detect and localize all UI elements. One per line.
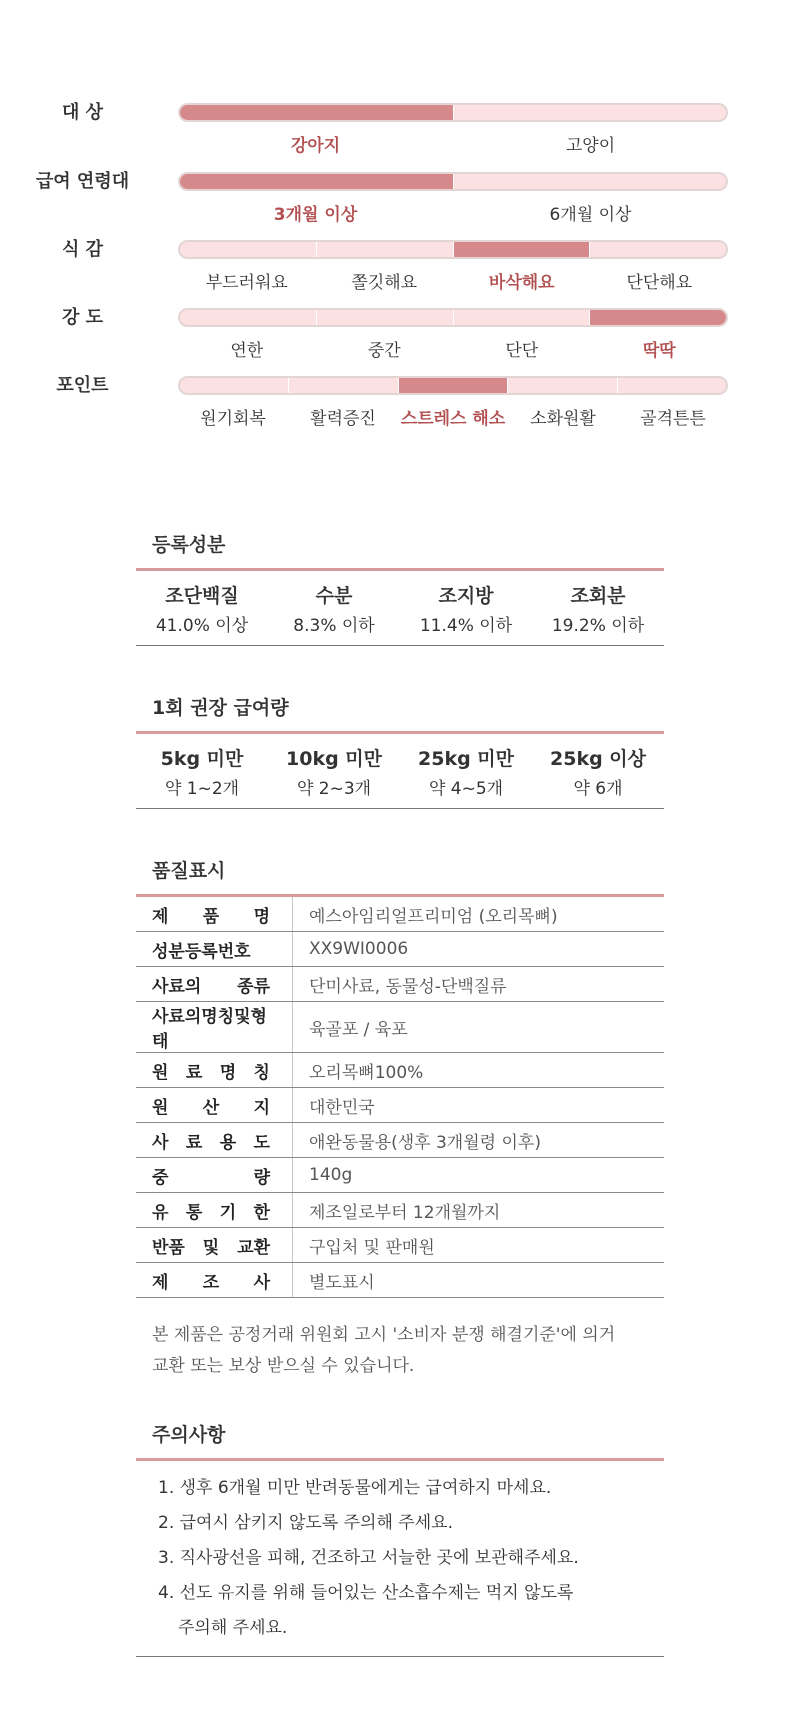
scale-segment [317,310,454,325]
quality-key [136,1158,293,1193]
quality-row [136,1193,664,1228]
attribute-option-selected: 강아지 [290,136,341,156]
ingredients-section [136,530,664,646]
attribute-label: 강 도 [61,307,104,328]
attribute-scale-bar [178,308,728,327]
attribute-option: 쫄깃해요 [351,273,418,293]
feeding-col [136,734,268,808]
ingredient-value: 11.4% 이하 [419,616,513,636]
quality-table [136,897,664,1298]
attribute-label: 대 상 [61,102,104,123]
scale-segment [454,174,727,189]
quality-row [136,932,664,967]
scale-segment-selected [590,310,726,325]
attribute-option: 원기회복 [200,409,266,429]
quality-row [136,1053,664,1088]
quality-key-part: 명 [253,906,270,927]
quality-row [136,1228,664,1263]
caution-item: 1. 생후 6개월 미만 반려동물에게는 급여하지 마세요. [158,1478,552,1498]
attribute-label: 급여 연령대 [35,171,130,192]
quality-key-part: 원 [152,1097,169,1118]
attribute-scale-bar [178,240,728,259]
ingredient-value: 19.2% 이하 [551,616,645,636]
scale-segment-selected [454,242,591,257]
cautions-section [136,1420,664,1657]
ingredients-title: 등록성분 [136,530,664,571]
quality-key-part: 사료의명칭및형태 [152,1007,267,1052]
quality-key-part: 한 [253,1202,270,1223]
quality-value: 구입처 및 판매원 [293,1228,665,1263]
ingredient-value: 41.0% 이상 [155,616,249,636]
quality-row [136,1263,664,1298]
attribute-option-selected: 3개월 이상 [273,205,358,225]
quality-key [136,1228,293,1263]
attribute-options [178,336,728,361]
quality-key [136,1193,293,1228]
feeding-section [136,693,664,809]
feeding-col [532,734,664,808]
quality-row [136,1158,664,1193]
cautions-list [136,1461,664,1657]
quality-key [136,1263,293,1298]
exchange-notice [152,1320,672,1382]
quality-key-part: 유 [152,1202,169,1223]
attribute-scale-bar [178,376,728,395]
quality-key-part: 칭 [253,1062,270,1083]
attribute-option-selected: 딱딱 [642,341,676,361]
scale-segment [317,242,454,257]
feeding-col [400,734,532,808]
quality-key [136,897,293,932]
quality-key-part: 료 [185,1062,203,1083]
quality-value: 오리목뼈100% [293,1053,665,1088]
quality-row [136,1123,664,1158]
ingredient-name: 수분 [315,585,353,607]
caution-item: 2. 급여시 삼키지 않도록 주의해 주세요. [158,1513,453,1533]
ingredient-name: 조회분 [570,585,626,607]
quality-row [136,897,664,932]
quality-title: 품질표시 [136,856,664,897]
attribute-option-selected: 스트레스 해소 [400,409,506,429]
attribute-scale-bar [178,103,728,122]
quality-key [136,1053,293,1088]
caution-item: 4. 선도 유지를 위해 들어있는 산소흡수제는 먹지 않도록 [158,1583,574,1603]
quality-key-part: 기 [219,1202,237,1223]
quality-key-part: 반품 [152,1237,185,1258]
attribute-option: 중간 [367,341,401,361]
quality-value: 대한민국 [293,1088,665,1123]
ingredient-col [400,571,532,645]
quality-section [136,856,664,1298]
attribute-label: 포인트 [56,375,109,396]
quality-key-part: 중 [152,1167,169,1188]
feeding-grid [136,734,664,809]
weight-class: 25kg 미만 [418,748,514,770]
attribute-option: 소화원활 [530,409,596,429]
ingredient-col [136,571,268,645]
attribute-option: 활력증진 [310,409,376,429]
quality-key-part: 료 [185,1132,203,1153]
quality-key-part: 품 [202,906,220,927]
ingredients-grid [136,571,664,646]
quality-key [136,967,293,1002]
notice-line: 본 제품은 공정거래 위원회 고시 '소비자 분쟁 해결기준'에 의거 [152,1325,616,1345]
quality-key-part: 사 [253,1272,270,1293]
quality-key-part: 지 [253,1097,270,1118]
ingredient-col [532,571,664,645]
ingredient-name: 조지방 [438,585,494,607]
quality-key-part: 원 [152,1062,169,1083]
quality-value: XX9WI0006 [293,932,665,967]
quality-key [136,1123,293,1158]
notice-line: 교환 또는 보상 받으실 수 있습니다. [152,1356,415,1376]
weight-class: 5kg 미만 [160,748,244,770]
quality-key-part: 사료의 [152,976,202,997]
quality-key-part: 및 [202,1237,220,1258]
cautions-title: 주의사항 [136,1420,664,1461]
quality-value: 별도표시 [293,1263,665,1298]
quality-key-part: 제 [152,906,169,927]
quality-key-part: 제 [152,1272,169,1293]
quality-key-part: 사 [152,1132,169,1153]
quality-key-part: 성분등록번호 [152,941,251,962]
quality-key-part: 교환 [237,1237,270,1258]
attribute-option: 골격튼튼 [640,409,706,429]
attribute-option: 연한 [230,341,264,361]
quality-value: 육골포 / 육포 [293,1002,665,1053]
ingredient-col [268,571,400,645]
attribute-option: 단단 [505,341,539,361]
feeding-amount: 약 4~5개 [428,779,504,799]
quality-key-part: 산 [202,1097,220,1118]
scale-segment-selected [399,378,508,393]
scale-segment [180,242,317,257]
attribute-option: 부드러워요 [205,273,288,293]
quality-key-part: 조 [202,1272,220,1293]
attribute-option: 고양이 [565,136,616,156]
quality-value: 제조일로부터 12개월까지 [293,1193,665,1228]
scale-segment [618,378,726,393]
scale-segment-selected [180,105,454,120]
scale-segment [289,378,398,393]
quality-key [136,1002,293,1053]
quality-key [136,1088,293,1123]
quality-key-part: 종류 [237,976,270,997]
feeding-amount: 약 6개 [573,779,623,799]
quality-value: 애완동물용(생후 3개월령 이후) [293,1123,665,1158]
feeding-amount: 약 2~3개 [296,779,372,799]
attribute-option-selected: 바삭해요 [488,273,555,293]
attribute-options [178,404,728,429]
scale-segment [180,310,317,325]
scale-segment [180,378,289,393]
scale-segment [590,242,726,257]
quality-key-part: 도 [253,1132,270,1153]
feeding-title: 1회 권장 급여량 [136,693,664,734]
feeding-amount: 약 1~2개 [164,779,240,799]
weight-class: 10kg 미만 [286,748,382,770]
quality-value: 예스아임리얼프리미엄 (오리목뼈) [293,897,665,932]
quality-key-part: 명 [219,1062,237,1083]
attribute-option: 단단해요 [626,273,693,293]
scale-segment [454,310,591,325]
quality-key-part: 용 [219,1132,237,1153]
attribute-label: 식 감 [61,239,104,260]
quality-key [136,932,293,967]
scale-segment [508,378,617,393]
caution-item-continuation: 주의해 주세요. [178,1618,288,1638]
quality-row [136,1002,664,1053]
weight-class: 25kg 이상 [550,748,646,770]
attribute-options [178,268,728,293]
quality-value: 140g [293,1158,665,1193]
quality-value: 단미사료, 동물성-단백질류 [293,967,665,1002]
attribute-option: 6개월 이상 [549,205,632,225]
attribute-options [178,131,728,156]
quality-key-part: 통 [185,1202,203,1223]
quality-row [136,967,664,1002]
ingredient-name: 조단백질 [165,585,239,607]
attribute-scale-bar [178,172,728,191]
feeding-col [268,734,400,808]
caution-item: 3. 직사광선을 피해, 건조하고 서늘한 곳에 보관해주세요. [158,1548,579,1568]
quality-row [136,1088,664,1123]
quality-key-part: 량 [253,1167,270,1188]
scale-segment-selected [180,174,454,189]
scale-segment [454,105,727,120]
attribute-options [178,200,728,225]
ingredient-value: 8.3% 이하 [293,616,375,636]
